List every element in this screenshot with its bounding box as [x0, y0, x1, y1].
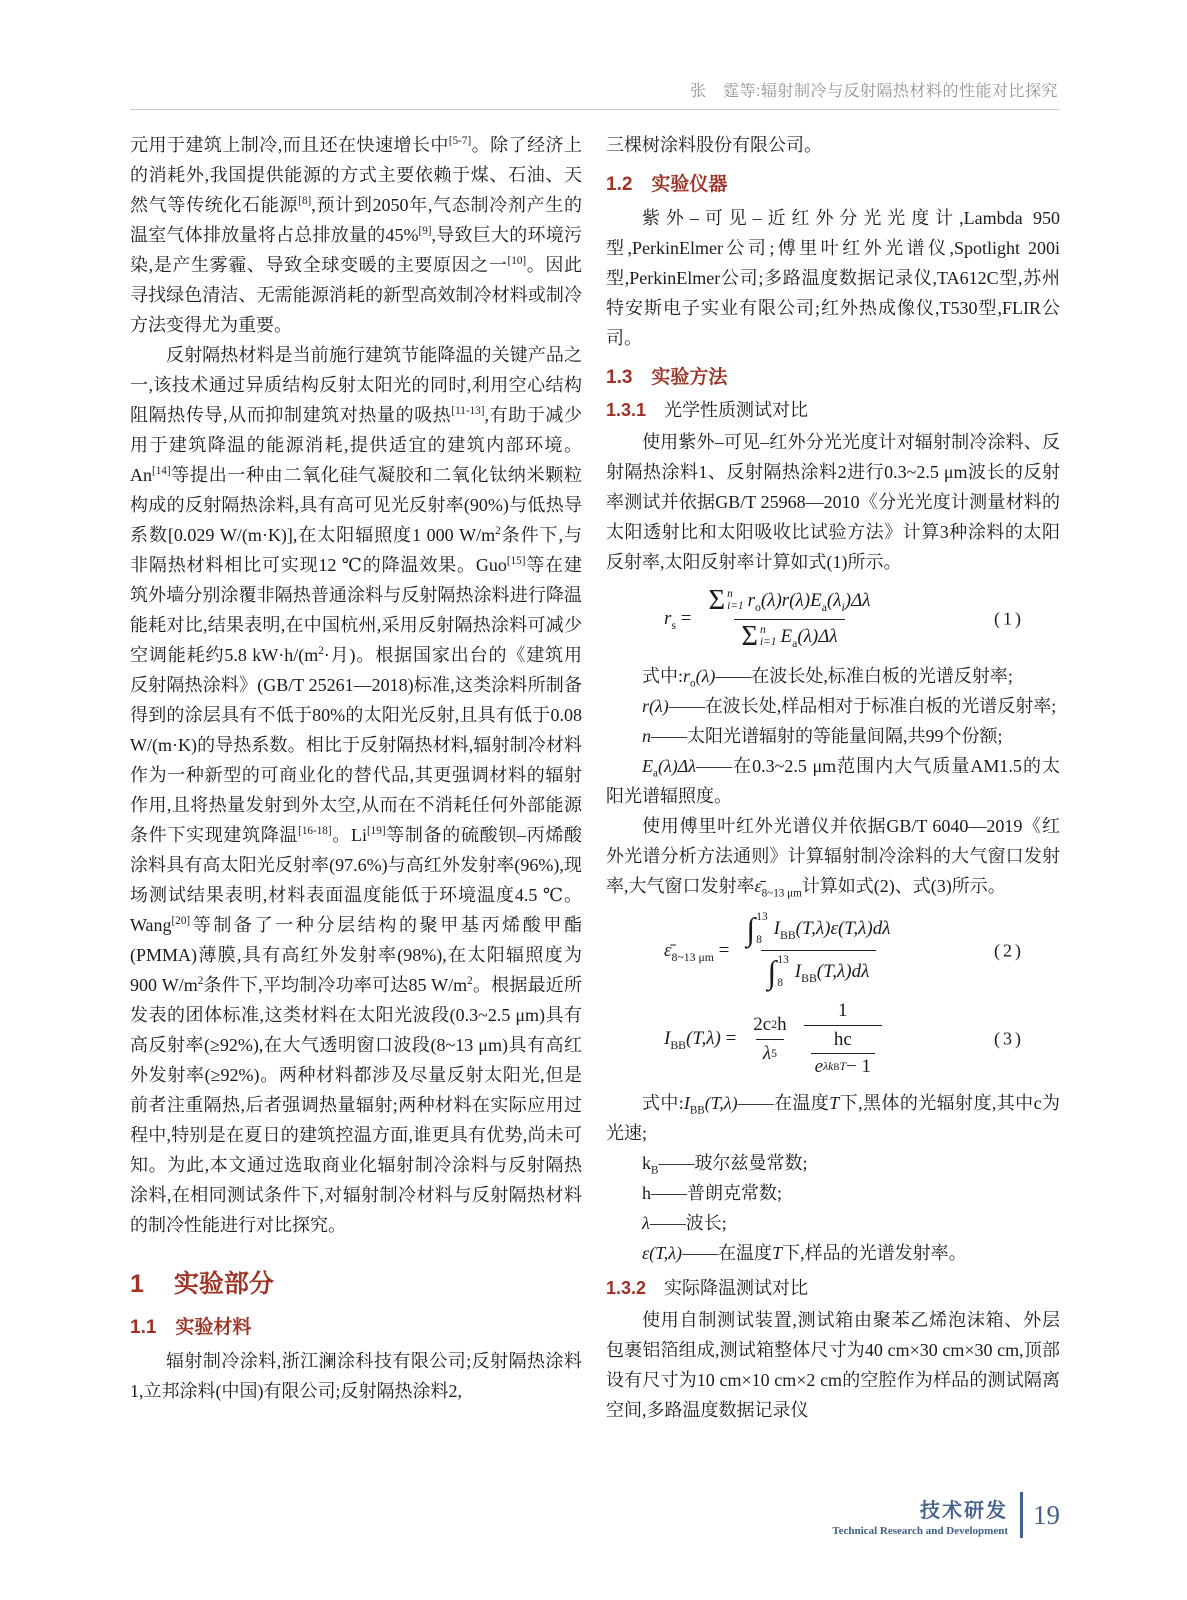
cooling-test-paragraph: 使用自制测试装置,测试箱由聚苯乙烯泡沫箱、外层包裹铝箔组成,测试箱整体尺寸为40 cm×30 cm×30 cm,顶部设有尺寸为10 cm×10 cm×2 cm的空腔作为样品的测试隔离空间,多路温度数据记录仪 [606, 1310, 1060, 1420]
right-column [606, 130, 1060, 1425]
definition-line: 式中$:r_o(\lambda)——$在波长处,标准白板的光谱反射率; [642, 666, 1013, 690]
definition-line: r(λ)——在波长处,样品相对于标准白板的光谱反射率; [642, 696, 1057, 716]
heading-optical-test: 1.3.1 光学性质测试对比 [606, 400, 809, 420]
equation-1-lhs: $r_s$ = [664, 608, 692, 632]
equation-1 [606, 587, 1060, 651]
instruments-paragraph: 紫外–可见–近红外分光光度计,Lambda 950型,PerkinElmer公司;傅里叶红外光谱仪,Spotlight 200i型,PerkinElmer公司;多路温度数据记录仪,TA612C型,苏州特安斯电子实业有限公司;红外热成像仪,T530型,FLIR公司。 [606, 208, 1060, 348]
equation-3-label: (3) [994, 1028, 1024, 1049]
section-heading-experiment: 1 实验部分 [130, 1270, 274, 1298]
integral-operator: ∫ [746, 910, 756, 947]
definition-line: ε(T,λ)——在温度T下,样品的光谱发射率。 [642, 1243, 967, 1263]
sigma-operator: Σ [708, 585, 726, 616]
definition-line: $E_a(\lambda)\Delta\lambda——$在0.3~2.5 μm范围内大气质量AM1.5的太阳光谱辐照度。 [606, 756, 1060, 806]
running-title: 张 霆等:辐射制冷与反射隔热材料的性能对比探究 [690, 83, 1058, 100]
equation-2-label: (2) [994, 940, 1024, 960]
heading-instruments: 1.2 实验仪器 [606, 174, 728, 195]
intro-paragraph-continued: 元用于建筑上制冷,而且还在快速增长中[5-7]。除了经济上的消耗外,我国提供能源的方式主要依赖于煤、石油、天然气等传统化石能源[8],预计到2050年,气态制冷剂产生的温室气体排放量将占总排放量的45%[9],导致巨大的环境污染,是产生雾霾、导致全球变暖的主要原因之一[10]。因此寻找绿色清洁、无需能源消耗的新型高效制冷材料或制冷方法变得尤为重要。 [130, 135, 583, 335]
footer-divider-bar [1020, 1492, 1023, 1538]
two-column-body [130, 130, 1060, 1425]
materials-paragraph: 辐射制冷涂料,浙江澜涂科技有限公司;反射隔热涂料1,立邦涂料(中国)有限公司;反射隔热涂料2, [130, 1351, 582, 1401]
equation-2 [606, 911, 1060, 990]
sigma-operator: Σ [741, 620, 758, 652]
equation-2-fraction: ∫ 13 8 $I_{BB}(T,\lambda)\varepsilon(T,\lambda)d\lambda$ ∫ 13 8 $I_{BB}(T,\lambda)d\lambda$ [746, 910, 891, 990]
materials-paragraph-continued: 三棵树涂料股份有限公司。 [606, 135, 822, 155]
equation-3-inner-fraction: hc e λk B T − 1 [811, 1029, 875, 1078]
equation-3-fraction-2: 1 hc e λk B T − 1 [804, 1000, 882, 1078]
equation-3-fraction-1: 2c 2 h λ 5 [753, 1013, 787, 1064]
equation-3-lhs: $I_{BB}(T,\lambda)$ = [664, 1028, 737, 1052]
equation-3 [606, 1000, 1060, 1078]
background-paragraph: 反射隔热材料是当前施行建筑节能降温的关键产品之一,该技术通过异质结构反射太阳光的同时,利用空心结构阻隔热传导,从而抑制建筑对热量的吸热[11-13],有助于减少用于建筑降温的能源消耗,提供适宜的建筑内部环境。An[14]等提出一种由二氧化硅气凝胶和二氧化钛纳米颗粒构成的反射隔热涂料,具有高可见光反射率(90%)与低热导系数[0.029 W/(m·K)],在太阳辐照度1 000 $W/m^2$条件下,与非隔热材料相比可实现12 ℃的降温效果。Guo[15]等在建筑外墙分别涂覆非隔热普通涂料与反射隔热涂料进行降温能耗对比,结果表明,在中国杭州,采用反射隔热涂料可减少空调能耗约5.8 $kW\cdot h/(m^2\cdot$月)。根据国家出台的《建筑用反射隔热涂料》(GB/T 25261—2018)标准,这类涂料所制备得到的涂层具有不低于80%的太阳光反射,且具有低于0.08 W/(m·K)的导热系数。相比于反射隔热材料,辐射制冷材料作为一种新型的可商业化的替代品,其更强调材料的辐射作用,且将热量发射到外太空,从而在不消耗任何外部能源条件下实现建筑降温[16-18]。Li[19]等制备的硫酸钡–丙烯酸涂料具有高太阳光反射率(97.6%)与高红外发射率(96%),现场测试结果表明,材料表面温度能低于环境温度4.5 ℃。Wang[20]等制备了一种分层结构的聚甲基丙烯酸甲酯(PMMA)薄膜,具有高红外发射率(98%),在太阳辐照度为900 $W/m^2$条件下,平均制冷功率可达85 $W/m^2$。根据最近所发表的团体标准,这类材料在太阳光波段(0.3~2.5 μm)具有高反射率(≥92%),在大气透明窗口波段(8~13 μm)具有高红外发射率(≥92%)。两种材料都涉及尽量反射太阳光,但是前者注重隔热,后者强调热量辐射;两种材料在实际应用过程中,特别是在夏日的建筑控温方面,谁更具有优势,尚未可知。为此,本文通过选取商业化辐射制冷涂料与反射隔热涂料,在相同测试条件下,对辐射制冷材料与反射隔热材料的制冷性能进行对比探究。 [130, 345, 583, 1235]
footer-section-en: Technical Research and Development [832, 1524, 1008, 1537]
definition-line: λ——波长; [642, 1213, 727, 1233]
page-header [130, 0, 1060, 110]
definition-line: $k_B——$玻尔兹曼常数; [642, 1153, 808, 1177]
equation-1-label: (1) [994, 608, 1024, 629]
equation-1-fraction: Σ n i=1 $r_o(\lambda)r(\lambda)E_a(\lambda_i)\Delta\lambda$ Σ n i=1 $E_a(\lambda)\Delta\lambda$ [708, 585, 871, 652]
optical-test-paragraph: 使用紫外–可见–红外分光光度计对辐射制冷涂料、反射隔热涂料1、反射隔热涂料2进行0.3~2.5 μm波长的反射率测试并依据GB/T 25968—2010《分光光度计测量材料的太阳透射比和太阳吸收比试验方法》计算3种涂料的太阳反射率,太阳反射率计算如式(1)所示。 [606, 432, 1060, 572]
heading-methods: 1.3 实验方法 [606, 367, 728, 388]
definition-line: n——太阳光谱辐射的等能量间隔,共99个份额; [642, 726, 1003, 746]
integral-operator: ∫ [767, 953, 777, 990]
heading-cooling-test: 1.3.2 实际降温测试对比 [606, 1278, 809, 1298]
definition-line: h——普朗克常数; [642, 1183, 783, 1203]
equation-2-lhs: $\varepsilon̄_{8\sim 13 \mu m}$ = [664, 939, 730, 964]
page-footer [822, 1492, 1060, 1538]
emissivity-paragraph: 使用傅里叶红外光谱仪并依据GB/T 6040—2019《红外光谱分析方法通则》计算辐射制冷涂料的大气窗口发射率,大气窗口发射率$\varepsilon̄_{8\sim 13 \mu m}$计算如式(2)、式(3)所示。 [606, 816, 1060, 900]
definition-line: 式中$:I_{BB}(T,\lambda)——$在温度T下,黑体的光辐射度,其中c为光速; [606, 1093, 1060, 1143]
left-column [130, 130, 582, 1425]
heading-materials: 1.1 实验材料 [130, 1317, 252, 1338]
page-number: 19 [1033, 1499, 1060, 1530]
footer-section-cn: 技术研发 [920, 1499, 1008, 1522]
